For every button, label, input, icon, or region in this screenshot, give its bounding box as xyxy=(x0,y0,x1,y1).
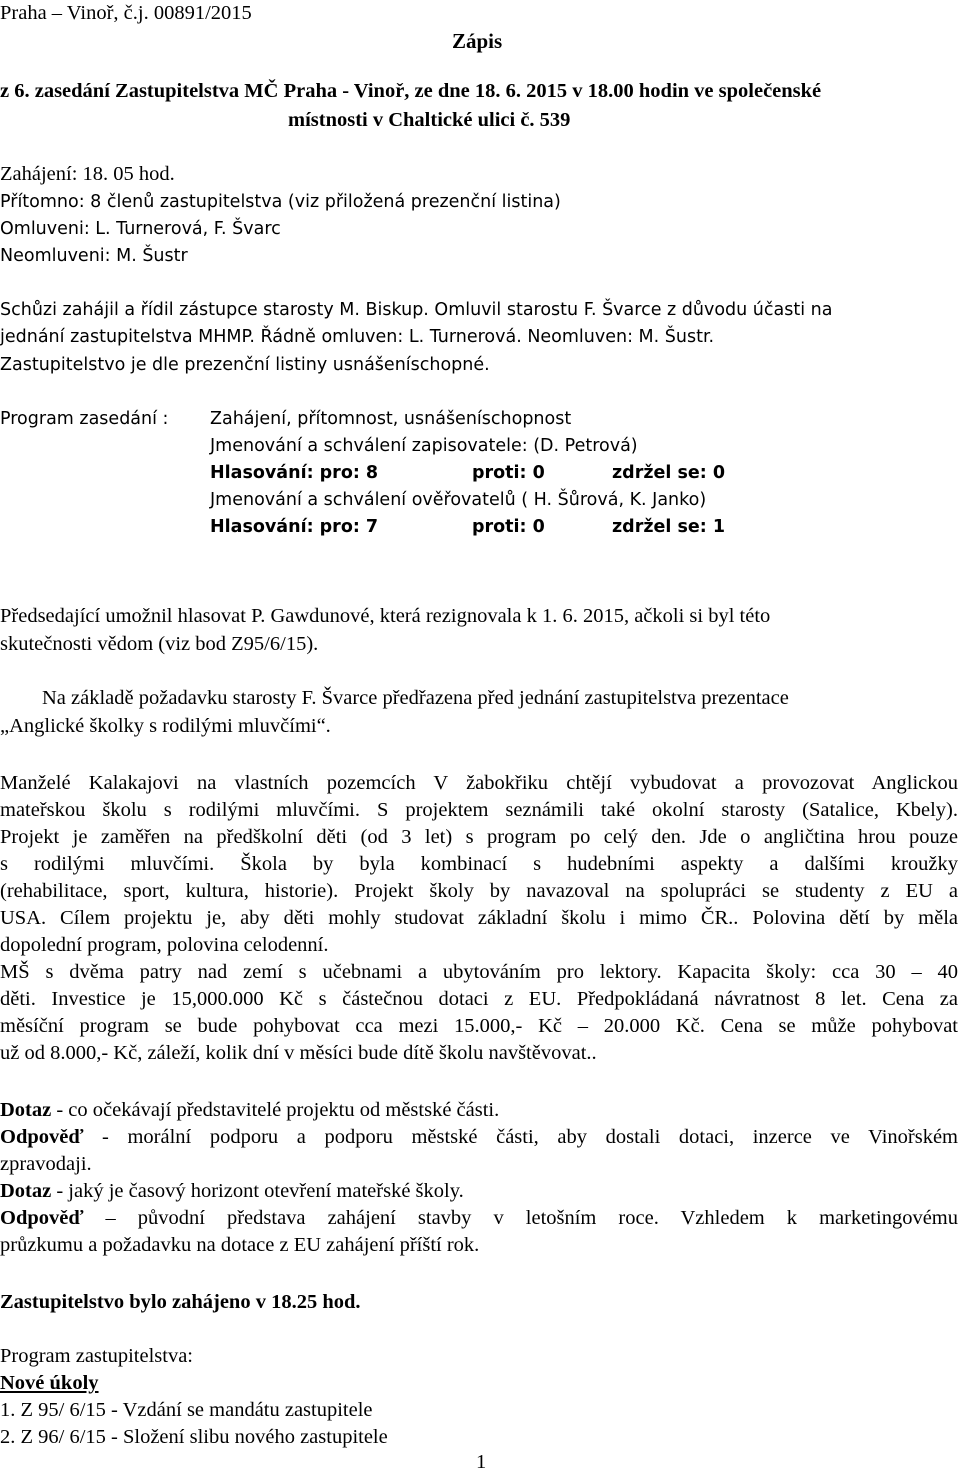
chair-line-2: jednání zastupitelstva MHMP. Řádně omluven: L. Turnerová. Neomluven: M. Šustr. xyxy=(0,327,715,347)
attendance-unexcused: Neomluveni: M. Šustr xyxy=(0,246,188,266)
body-line-1: Manželé Kalakajovi na vlastních pozemcích V žabokřiku chtějí vybudovat a provozovat Anglickou xyxy=(0,772,958,794)
vote-verifiers-abstain: zdržel se: 1 xyxy=(612,517,726,537)
vote-recorder-abstain: zdržel se: 0 xyxy=(612,463,726,483)
question-2-label: Dotaz xyxy=(0,1180,52,1202)
body-line-9: děti. Investice je 15,000.000 Kč s částečnou dotaci z EU. Předpokládaná návratnost 8 let. Cena za xyxy=(0,988,958,1010)
program-item-opening: Zahájení, přítomnost, usnášeníschopnost xyxy=(210,409,572,429)
program-item-verifiers: Jmenování a schválení ověřovatelů ( H. Šůrová, K. Janko) xyxy=(210,490,707,510)
request-line-1: Na základě požadavku starosty F. Švarce předřazena před jednání zastupitelstva prezentace xyxy=(42,687,789,709)
opening-time: Zahájení: 18. 05 hod. xyxy=(0,163,175,185)
question-1-text: - co očekávají představitelé projektu od městské části. xyxy=(51,1099,500,1121)
note-line-2: skutečnosti vědom (viz bod Z95/6/15). xyxy=(0,633,319,655)
vote-recorder-for: Hlasování: pro: 8 xyxy=(210,463,379,483)
vote-verifiers-for: Hlasování: pro: 7 xyxy=(210,517,379,537)
vote-verifiers-against: proti: 0 xyxy=(472,517,545,537)
answer-2-label: Odpověď xyxy=(0,1207,84,1229)
note-line-1: Předsedající umožnil hlasovat P. Gawdunové, která rezignovala k 1. 6. 2015, ačkoli si byl této xyxy=(0,605,771,627)
question-2-text: - jaký je časový horizont otevření mateřské školy. xyxy=(51,1180,464,1202)
answer-1-label: Odpověď xyxy=(0,1126,84,1148)
title-line-2: místnosti v Chaltické ulici č. 539 xyxy=(288,109,571,131)
body-line-11: už od 8.000,- Kč, záleží, kolik dní v měsíci bude dítě školu navštěvovat.. xyxy=(0,1042,597,1064)
attendance-present: Přítomno: 8 členů zastupitelstva (viz přiložená prezenční listina) xyxy=(0,192,561,212)
agenda-heading: Nové úkoly xyxy=(0,1372,99,1394)
answer-1-continuation: zpravodaji. xyxy=(0,1153,92,1175)
body-line-7: dopolední program, polovina celodenní. xyxy=(0,934,329,956)
question-2 xyxy=(0,1178,464,1204)
question-1-label: Dotaz xyxy=(0,1099,52,1121)
vote-recorder-against: proti: 0 xyxy=(472,463,545,483)
answer-2-text: – původní představa zahájení stavby v letošním roce. Vzhledem k marketingovému xyxy=(83,1207,958,1229)
document-reference: Praha – Vinoř, č.j. 00891/2015 xyxy=(0,2,252,24)
chair-line-3: Zastupitelstvo je dle prezenční listiny usnášeníschopné. xyxy=(0,355,490,375)
page-number: 1 xyxy=(476,1451,487,1473)
body-line-6: USA. Cílem projektu je, aby děti mohly studovat základní školu i mimo ČR.. Polovina dětí by měla xyxy=(0,907,958,929)
body-line-3: Projekt je zaměřen na předškolní děti (od 3 let) s program po celý den. Jde o angličtina hrou pouze xyxy=(0,826,958,848)
answer-1-text: - morální podporu a podporu městské části, aby dostali dotaci, inzerce ve Vinořském xyxy=(83,1126,958,1148)
program-label: Program zasedání : xyxy=(0,409,169,429)
body-line-5: (rehabilitace, sport, kultura, historie). Projekt školy by navazoval na spolupráci se studenty z EU a xyxy=(0,880,958,902)
chair-line-1: Schůzi zahájil a řídil zástupce starosty M. Biskup. Omluvil starostu F. Švarce z důvodu účasti na xyxy=(0,300,833,320)
attendance-excused: Omluveni: L. Turnerová, F. Švarc xyxy=(0,219,281,239)
body-line-2: mateřskou školu s rodilými mluvčími. S projektem seznámili také okolní starosty (Satalice, Kbely). xyxy=(0,799,958,821)
body-line-4: s rodilými mluvčími. Škola by byla kombinací s hudebními aspekty a dalšími kroužky xyxy=(0,853,958,875)
program-item-recorder: Jmenování a schválení zapisovatele: (D. Petrová) xyxy=(210,436,638,456)
answer-2 xyxy=(0,1205,958,1231)
body-line-10: měsíční program se bude pohybovat cca mezi 15.000,- Kč – 20.000 Kč. Cena se může pohybovat xyxy=(0,1015,958,1037)
question-1 xyxy=(0,1097,499,1123)
title-line-1: z 6. zasedání Zastupitelstva MČ Praha - Vinoř, ze dne 18. 6. 2015 v 18.00 hodin ve společenské xyxy=(0,80,822,102)
answer-1 xyxy=(0,1124,958,1150)
closing-statement: Zastupitelstvo bylo zahájeno v 18.25 hod. xyxy=(0,1291,361,1313)
request-line-2: „Anglické školky s rodilými mluvčími“. xyxy=(0,715,331,737)
document-title: Zápis xyxy=(452,29,503,53)
agenda-label: Program zastupitelstva: xyxy=(0,1345,193,1367)
agenda-item-1: 1. Z 95/ 6/15 - Vzdání se mandátu zastupitele xyxy=(0,1399,373,1421)
body-line-8: MŠ s dvěma patry nad zemí s učebnami a ubytováním pro lektory. Kapacita školy: cca 30 – 40 xyxy=(0,961,958,983)
answer-2-continuation: průzkumu a požadavku na dotace z EU zahájení příští rok. xyxy=(0,1234,480,1256)
agenda-item-2: 2. Z 96/ 6/15 - Složení slibu nového zastupitele xyxy=(0,1426,388,1448)
